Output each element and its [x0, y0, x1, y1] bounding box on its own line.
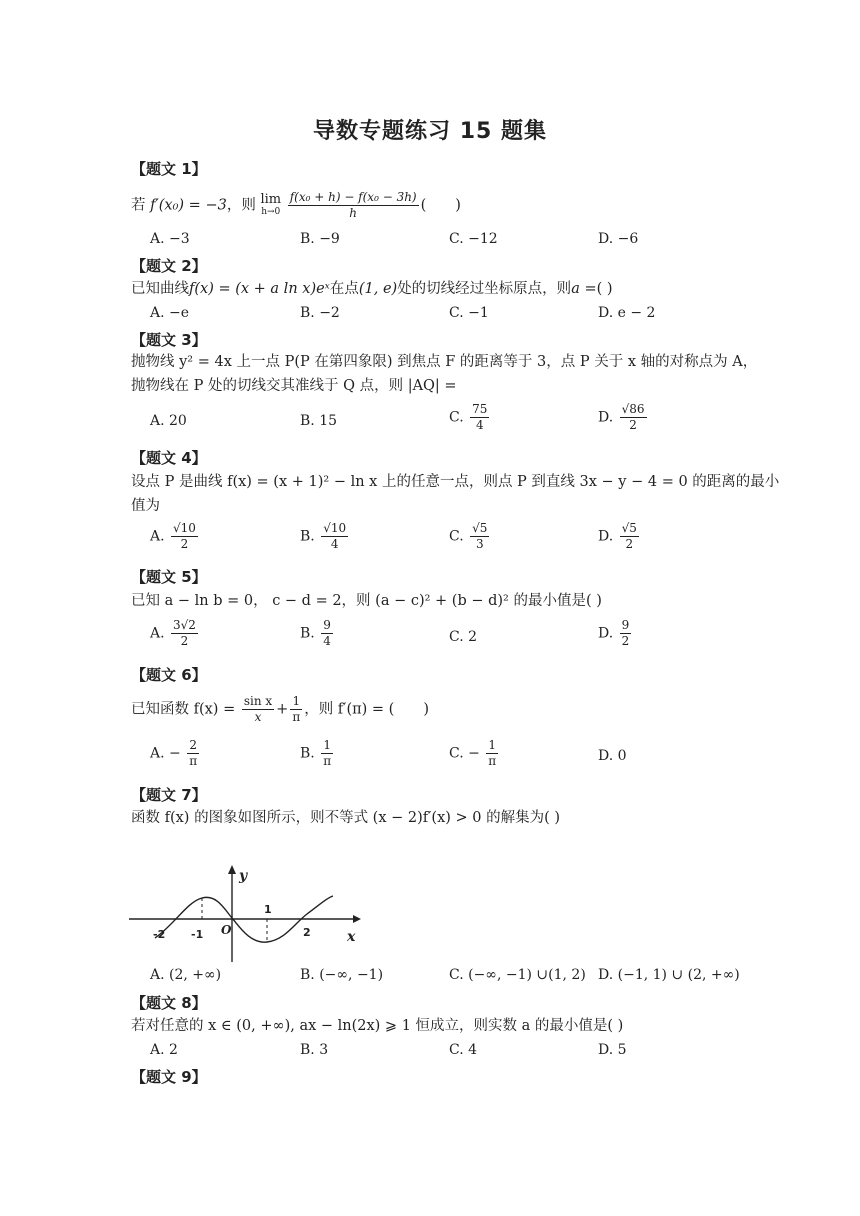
- option-d: D. $\frac{√5}{2}$: [598, 521, 637, 551]
- option-d: D. 5: [598, 1042, 627, 1058]
- option-b: B. −9: [300, 231, 340, 247]
- option-a: A. $\frac{√10}{2}$: [150, 521, 196, 551]
- tick-label: -2: [153, 928, 166, 941]
- option-d: D. $\frac{9}{2}$: [598, 618, 630, 648]
- option-d: D. 0: [598, 748, 627, 764]
- tick-label: -1: [191, 928, 204, 941]
- option-a: A. 2: [150, 1042, 178, 1058]
- option-b: B. $\frac{9}{4}$: [300, 618, 331, 648]
- option-a: A. −3: [150, 231, 190, 247]
- option-c: C. $\frac{√5}{3}$: [449, 521, 488, 551]
- option-c: C. $\frac{75}{4}$: [449, 402, 488, 432]
- option-d: D. −6: [598, 231, 639, 247]
- option-c: C. −1: [449, 305, 489, 321]
- option-b: B. −2: [300, 305, 340, 321]
- question-header: 【题文 6】: [131, 666, 207, 684]
- function-graph: [125, 858, 365, 968]
- option-a: A. −e: [150, 305, 190, 321]
- limit-expression: lim h→0: [260, 191, 282, 217]
- question-header: 【题文 7】: [131, 786, 207, 804]
- question-header: 【题文 4】: [131, 449, 207, 467]
- question-text-line: 抛物线 y² = 4x 上一点 P(P 在第四象限) 到焦点 F 的距离等于 3，点 P 关于 x 轴的对称点为 A，: [131, 354, 758, 370]
- option-a: A. $\frac{3√2}{2}$: [150, 618, 196, 648]
- option-a: A. − $\frac{2}{\pi}$: [150, 738, 198, 768]
- question-header: 【题文 9】: [131, 1068, 207, 1086]
- tick-label: 1: [264, 903, 272, 916]
- x-axis-arrow: [353, 915, 361, 923]
- option-c: C. 2: [449, 629, 478, 645]
- option-a: A. (2, +∞): [150, 967, 222, 983]
- option-b: B. 3: [300, 1042, 329, 1058]
- question-header: 【题文 3】: [131, 331, 207, 349]
- y-axis-label: y: [239, 868, 248, 884]
- option-d: D. (−1, 1) ∪ (2, +∞): [598, 967, 740, 983]
- option-b: B. 15: [300, 413, 338, 429]
- tick-label: 2: [303, 926, 311, 939]
- page-title: 导数专题练习 15 题集: [313, 119, 547, 144]
- option-b: B. $\frac{1}{\pi}$: [300, 738, 332, 768]
- option-c: C. (−∞, −1) ∪(1, 2): [449, 967, 586, 983]
- question-header: 【题文 5】: [131, 568, 207, 586]
- question-header: 【题文 8】: [131, 994, 207, 1012]
- option-b: B. (−∞, −1): [300, 967, 384, 983]
- question-text-line: 设点 P 是曲线 f(x) = (x + 1)² − ln x 上的任意一点，则点 P 到直线 3x − y − 4 = 0 的距离的最小: [131, 474, 780, 490]
- question-text: 若 f′(x₀) = −3，则 lim h→0 $\frac{\text{f(x₀ + h) − f(x₀ − 3h)}}{h}$ ( ): [131, 190, 461, 220]
- question-text: 已知曲线f(x) = (x + a ln x)eˣ在点(1, e)处的切线经过坐标原点，则a =( ): [131, 281, 613, 297]
- option-d: D. e − 2: [598, 305, 656, 321]
- question-header: 【题文 1】: [131, 160, 207, 178]
- origin-label: O: [221, 923, 232, 937]
- question-text-line: 若对任意的 x ∈ (0, +∞), ax − ln(2x) ⩾ 1 恒成立，则实数 a 的最小值是( ): [131, 1018, 624, 1034]
- option-c: C. − $\frac{1}{\pi}$: [449, 738, 497, 768]
- option-b: B. $\frac{√10}{4}$: [300, 521, 347, 551]
- question-text-line: 值为: [131, 498, 160, 514]
- question-header: 【题文 2】: [131, 257, 207, 275]
- option-d: D. $\frac{√86}{2}$: [598, 402, 645, 432]
- question-text-line: 已知 a − ln b = 0， c − d = 2，则 (a − c)² + (b − d)² 的最小值是( ): [131, 593, 602, 609]
- fraction: $\frac{\text{f(x₀ + h) − f(x₀ − 3h)}}{h}$: [289, 190, 417, 220]
- option-c: C. −12: [449, 231, 498, 247]
- question-text-line: 抛物线在 P 处的切线交其准线于 Q 点，则 |AQ| =: [131, 378, 457, 394]
- question-text-line: 函数 f(x) 的图象如图所示，则不等式 (x − 2)f′(x) > 0 的解集为( ): [131, 810, 561, 826]
- option-a: A. 20: [150, 413, 187, 429]
- option-c: C. 4: [449, 1042, 478, 1058]
- x-axis-label: x: [347, 929, 356, 945]
- y-axis-arrow: [228, 865, 236, 874]
- question-text: 已知函数 f(x) = $\frac{\text{sin x}}{x}$ + $\frac{1}{\pi}$ ，则 f′(π) = ( ): [131, 694, 429, 724]
